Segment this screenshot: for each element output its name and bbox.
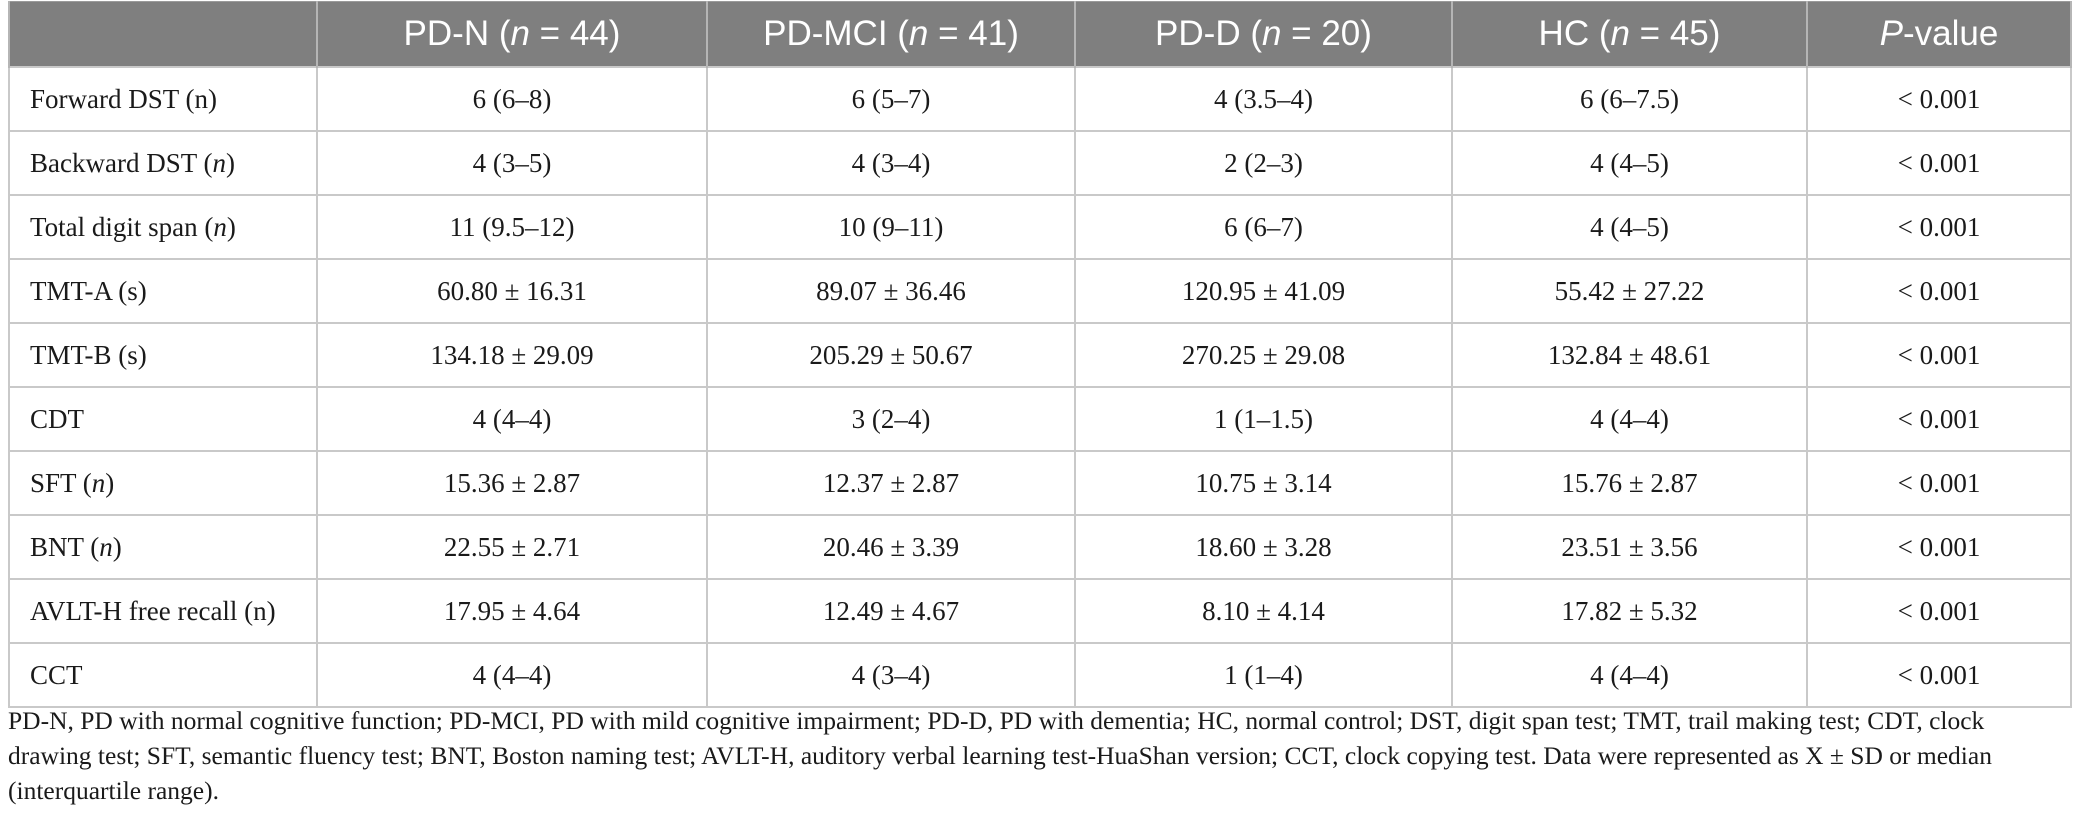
table-cell: 18.60 ± 3.28 — [1075, 515, 1452, 579]
results-table — [8, 1, 2072, 708]
table-footnote: PD-N, PD with normal cognitive function; PD-MCI, PD with mild cognitive impairment; PD-D, PD with dementia; HC, normal control; DST, digit span test; TMT, trail making test; CDT, clock drawing test; SFT, semantic fluency test; BNT, Boston naming test; AVLT-H, auditory verbal learning test-HuaShan version; CCT, clock copying test. Data were represented as X ± SD or median (interquartile range). — [8, 706, 1992, 805]
table-cell: 23.51 ± 3.56 — [1452, 515, 1807, 579]
table-cell: 132.84 ± 48.61 — [1452, 323, 1807, 387]
table-row — [9, 643, 2071, 707]
table-cell: 17.82 ± 5.32 — [1452, 579, 1807, 643]
table-row — [9, 451, 2071, 515]
table-cell: 55.42 ± 27.22 — [1452, 259, 1807, 323]
header-pd-n: PD-N (n = 44) — [317, 2, 707, 68]
table-cell: 4 (4–4) — [1452, 643, 1807, 707]
table-cell: 3 (2–4) — [707, 387, 1075, 451]
table-cell: < 0.001 — [1807, 515, 2071, 579]
table-row — [9, 131, 2071, 195]
table-row — [9, 195, 2071, 259]
row-label: TMT-A (s) — [9, 259, 317, 323]
table-cell: 10.75 ± 3.14 — [1075, 451, 1452, 515]
table-cell: 8.10 ± 4.14 — [1075, 579, 1452, 643]
table-cell: 4 (4–4) — [1452, 387, 1807, 451]
table-cell: 11 (9.5–12) — [317, 195, 707, 259]
table-row — [9, 579, 2071, 643]
row-label: CDT — [9, 387, 317, 451]
header-hc: HC (n = 45) — [1452, 2, 1807, 68]
table-cell: < 0.001 — [1807, 195, 2071, 259]
table-cell: < 0.001 — [1807, 259, 2071, 323]
table-cell: 89.07 ± 36.46 — [707, 259, 1075, 323]
table-cell: 22.55 ± 2.71 — [317, 515, 707, 579]
table-cell: 10 (9–11) — [707, 195, 1075, 259]
table-cell: 17.95 ± 4.64 — [317, 579, 707, 643]
header-row — [9, 2, 2071, 68]
table-row — [9, 387, 2071, 451]
table-cell: 4 (4–4) — [317, 387, 707, 451]
table-cell: 4 (3–4) — [707, 643, 1075, 707]
table-cell: < 0.001 — [1807, 643, 2071, 707]
table-cell: 12.37 ± 2.87 — [707, 451, 1075, 515]
table-cell: 120.95 ± 41.09 — [1075, 259, 1452, 323]
row-label: Backward DST (n) — [9, 131, 317, 195]
table-cell: 60.80 ± 16.31 — [317, 259, 707, 323]
header-p-value: P-value — [1807, 2, 2071, 68]
table-cell: 4 (3–4) — [707, 131, 1075, 195]
table-cell: 6 (6–8) — [317, 67, 707, 131]
table-cell: < 0.001 — [1807, 131, 2071, 195]
table-cell: 15.36 ± 2.87 — [317, 451, 707, 515]
table-cell: 20.46 ± 3.39 — [707, 515, 1075, 579]
table-cell: 6 (6–7.5) — [1452, 67, 1807, 131]
table-cell: 12.49 ± 4.67 — [707, 579, 1075, 643]
table-cell: < 0.001 — [1807, 579, 2071, 643]
table-cell: < 0.001 — [1807, 323, 2071, 387]
row-label: SFT (n) — [9, 451, 317, 515]
table-cell: 1 (1–1.5) — [1075, 387, 1452, 451]
row-label: BNT (n) — [9, 515, 317, 579]
table-cell: < 0.001 — [1807, 387, 2071, 451]
header-pd-d: PD-D (n = 20) — [1075, 2, 1452, 68]
table-row — [9, 515, 2071, 579]
table-cell: < 0.001 — [1807, 451, 2071, 515]
table-row — [9, 323, 2071, 387]
row-label: Forward DST (n) — [9, 67, 317, 131]
row-label: Total digit span (n) — [9, 195, 317, 259]
header-empty — [9, 2, 317, 68]
header-pd-mci: PD-MCI (n = 41) — [707, 2, 1075, 68]
table-cell: 205.29 ± 50.67 — [707, 323, 1075, 387]
table-row — [9, 259, 2071, 323]
row-label: TMT-B (s) — [9, 323, 317, 387]
data-table-container — [8, 1, 2070, 708]
table-cell: 15.76 ± 2.87 — [1452, 451, 1807, 515]
row-label: CCT — [9, 643, 317, 707]
table-cell: 4 (4–5) — [1452, 195, 1807, 259]
table-cell: 1 (1–4) — [1075, 643, 1452, 707]
table-cell: < 0.001 — [1807, 67, 2071, 131]
table-row — [9, 67, 2071, 131]
table-cell: 6 (5–7) — [707, 67, 1075, 131]
table-cell: 270.25 ± 29.08 — [1075, 323, 1452, 387]
table-cell: 134.18 ± 29.09 — [317, 323, 707, 387]
table-cell: 4 (4–5) — [1452, 131, 1807, 195]
table-cell: 4 (3.5–4) — [1075, 67, 1452, 131]
table-cell: 6 (6–7) — [1075, 195, 1452, 259]
table-cell: 2 (2–3) — [1075, 131, 1452, 195]
row-label: AVLT-H free recall (n) — [9, 579, 317, 643]
table-cell: 4 (4–4) — [317, 643, 707, 707]
table-cell: 4 (3–5) — [317, 131, 707, 195]
table-body — [9, 67, 2071, 707]
